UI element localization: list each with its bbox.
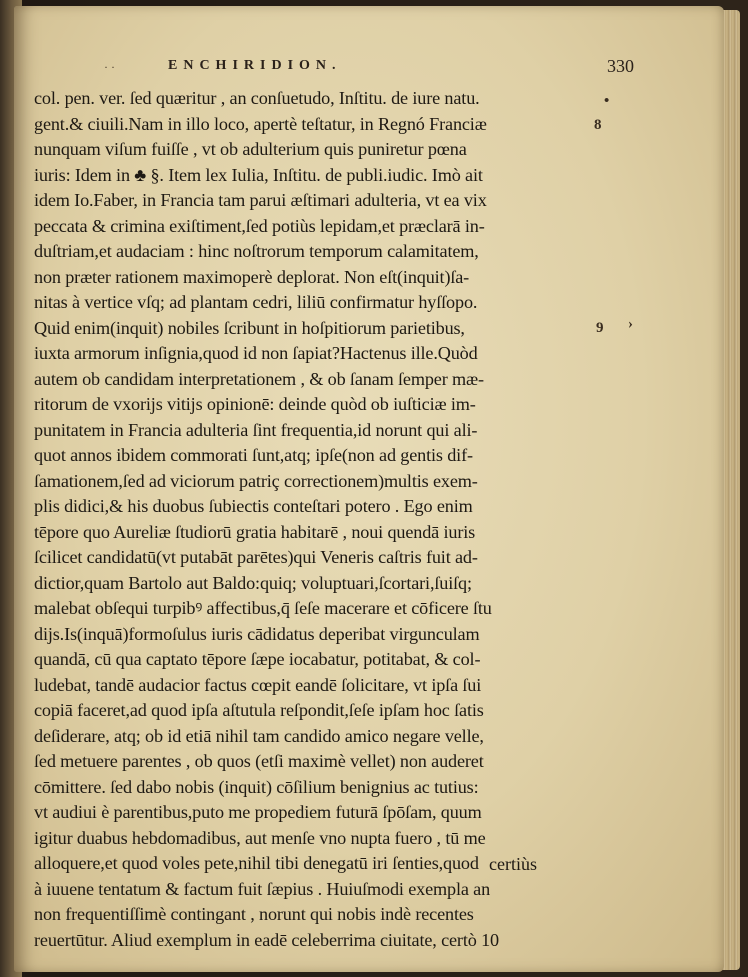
text-line: ſed metuere parentes , ob quos (etſi maximè vellet) non auderet xyxy=(34,751,484,771)
text-line: copiā faceret,ad quod ipſa aſtutula reſpondit,ſeſe ipſam hoc ſatis xyxy=(34,700,484,720)
text-line: gent.& ciuili.Nam in illo loco, apertè teſtatur, in Regnó Franciæ xyxy=(34,113,487,134)
text-line: non præter rationem maximoperè deplorat. Non eſt(inquit)ſa- xyxy=(34,266,470,287)
text-line: duſtriam,et audaciam : hinc noſtrorum temporum calamitatem, xyxy=(34,241,479,261)
margin-mark: 8 xyxy=(594,117,602,133)
text-line: autem ob candidam interpretationem , & ob ſanam ſemper mæ- xyxy=(34,368,484,389)
text-line: ſcilicet candidatū(vt putabāt parētes)qui Veneris caſtris fuit ad- xyxy=(34,547,478,567)
text-line: igitur duabus hebdomadibus, aut menſe vno nupta fuero , tū me xyxy=(34,827,486,848)
margin-mark: › xyxy=(628,316,633,332)
text-line: iuxta armorum inſignia,quod id non ſapiat?Hactenus ille.Quòd xyxy=(34,343,478,363)
page-content xyxy=(14,6,714,972)
text-line: nunquam viſum fuiſſe , vt ob adulterium quis puniretur pœna xyxy=(34,139,467,159)
running-head: ENCHIRIDION. xyxy=(168,58,342,73)
body-text xyxy=(34,86,594,953)
catchword: certiùs xyxy=(489,854,537,874)
text-line: quandā, cū qua captato tēpore ſæpe iocabatur, potitabat, & col- xyxy=(34,649,481,669)
text-line: reuertūtur. Aliud exemplum in eadē celeberrima ciuitate, certò 10 xyxy=(34,929,499,950)
text-line: tēpore quo Aureliæ ſtudiorū gratia habitarē , noui quendā iuris xyxy=(34,521,476,542)
text-line: à iuuene tentatum & factum fuit ſæpius . Huiuſmodi exempla an xyxy=(34,878,491,899)
text-line: peccata & crimina exiſtiment,ſed potiùs lepidam,et præclarā in- xyxy=(34,215,485,236)
text-line: iuris: Idem in ♣ §. Item lex Iulia, Inſtitu. de publi.iudic. Imò ait xyxy=(34,164,483,185)
header-ornament: · · xyxy=(104,60,115,74)
text-line: punitatem in Francia adulteria ſint frequentia,id norunt qui ali- xyxy=(34,419,478,440)
text-line: col. pen. ver. ſed quæritur , an conſuetudo, Inſtitu. de iure natu. xyxy=(34,88,480,108)
text-line: quot annos ibidem commorati ſunt,atq; ipſe(non ad gentis dif- xyxy=(34,445,473,465)
text-line: ſamationem,ſed ad viciorum patriç correctionem)multis exem- xyxy=(34,470,478,491)
text-line: deſiderare, atq; ob id etiā nihil tam candido amico negare velle, xyxy=(34,725,484,746)
margin-mark: 9 xyxy=(596,320,604,336)
text-line: nitas à vertice vſq; ad plantam cedri, liliū confirmatur hyſſopo. xyxy=(34,292,478,312)
text-line: Quid enim(inquit) nobiles ſcribunt in hoſpitiorum parietibus, xyxy=(34,317,465,338)
text-line: vt audiui è parentibus,puto me propediem futurā ſpōſam, quum xyxy=(34,802,482,822)
margin-mark: • xyxy=(604,93,610,109)
text-line: idem Io.Faber, in Francia tam parui æſtimari adulteria, vt ea vix xyxy=(34,190,487,210)
text-line: ludebat, tandē audacior factus cœpit eandē ſolicitare, vt ipſa ſui xyxy=(34,674,482,695)
text-line: malebat obſequi turpibꝰ affectibus,q̄ ſeſe macerare et cōficere ſtu xyxy=(34,598,492,618)
text-line: ritorum de vxorijs vitijs opinionē: deinde quòd ob iuſticiæ im- xyxy=(34,394,476,414)
text-line: cōmittere. ſed dabo nobis (inquit) cōſilium benignius ac tutius: xyxy=(34,776,479,797)
text-line: alloquere,et quod voles pete,nihil tibi denegatū iri ſenties,quod xyxy=(34,853,479,873)
page-header xyxy=(94,56,634,82)
text-line: dijs.Is(inquā)formoſulus iuris cādidatus deperibat virgunculam xyxy=(34,623,480,644)
text-line: non frequentiſſimè contingant , norunt qui nobis indè recentes xyxy=(34,904,474,924)
text-line: dictior,quam Bartolo aut Baldo:quiq; voluptuari,ſcortari,ſuiſq; xyxy=(34,572,472,593)
folio-number: 330 xyxy=(607,56,634,76)
text-line: plis didici,& his duobus ſubiectis conteſtari potero . Ego enim xyxy=(34,496,473,516)
